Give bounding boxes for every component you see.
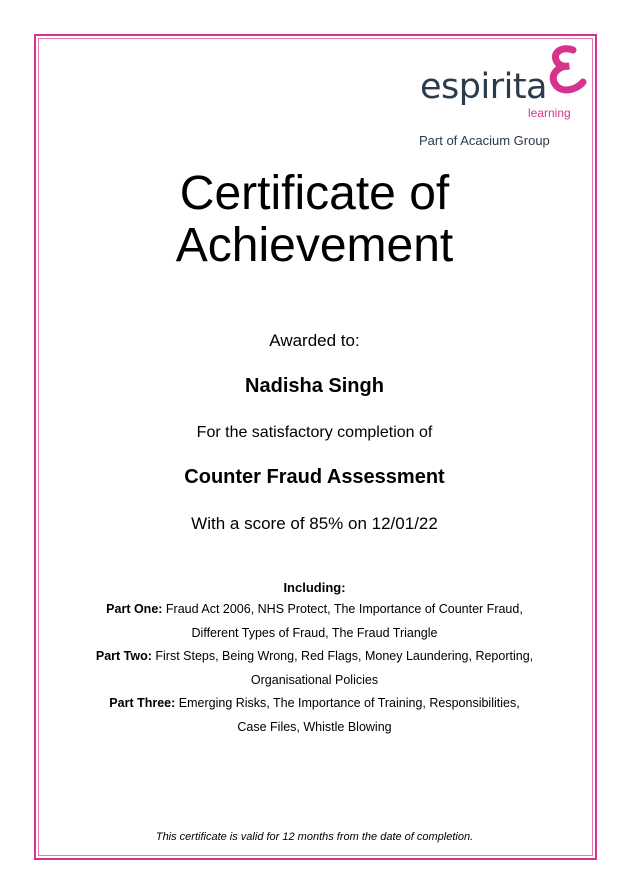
part-two-line-2: Organisational Policies <box>250 672 379 687</box>
completion-line: For the satisfactory completion of <box>196 424 433 441</box>
part-one-line-1: Fraud Act 2006, NHS Protect, The Importance of Counter Fraud, <box>165 602 523 616</box>
part-one-label: Part One: <box>106 602 163 616</box>
part-three-label: Part Three: <box>109 696 176 710</box>
part-two <box>0 645 629 692</box>
score-line: With a score of 85% on 12/01/22 <box>191 514 438 533</box>
espirita-logo <box>410 44 590 154</box>
logo-subtitle: learning <box>528 106 571 120</box>
title-line-1: Certificate of <box>179 167 450 220</box>
part-three-line-2: Case Files, Whistle Blowing <box>237 719 392 734</box>
logo-group-text: Part of Acacium Group <box>419 133 550 148</box>
logo-wordmark: espirita <box>420 67 547 107</box>
recipient-name: Nadisha Singh <box>245 375 384 397</box>
part-one-line-2: Different Types of Fraud, The Fraud Triangle <box>191 625 438 640</box>
part-two-line-1: First Steps, Being Wrong, Red Flags, Money Laundering, Reporting, <box>155 649 534 663</box>
part-one <box>0 598 629 645</box>
part-two-label: Part Two: <box>95 649 152 663</box>
awarded-label: Awarded to: <box>269 331 360 350</box>
parts-list <box>0 598 629 739</box>
course-title: Counter Fraud Assessment <box>184 466 445 488</box>
title-line-2: Achievement <box>175 219 454 272</box>
including-heading: Including: <box>283 580 346 595</box>
part-three <box>0 692 629 739</box>
certificate-title <box>0 168 629 272</box>
logo-e-mark-icon <box>543 44 589 96</box>
validity-note: This certificate is valid for 12 months from the date of completion. <box>155 831 474 843</box>
part-three-line-1: Emerging Risks, The Importance of Training, Responsibilities, <box>178 696 520 710</box>
